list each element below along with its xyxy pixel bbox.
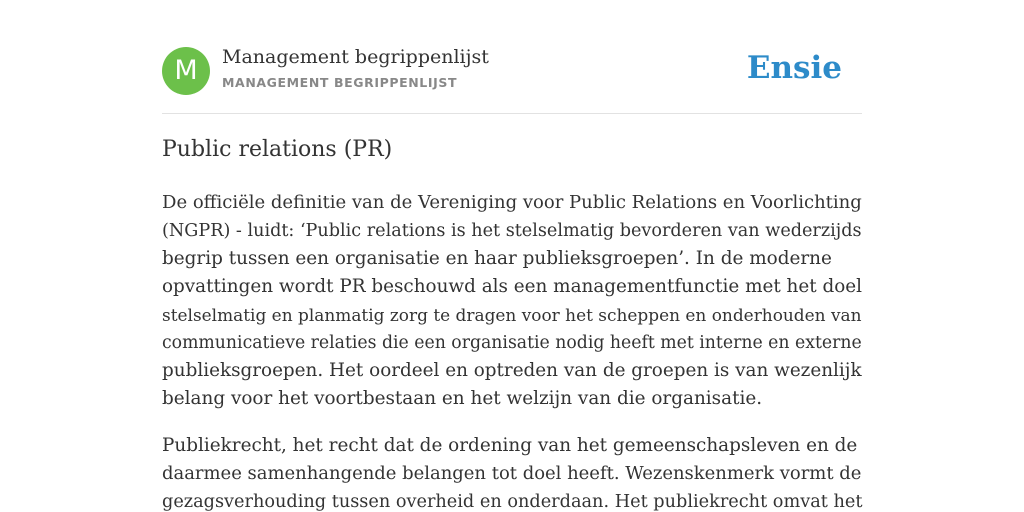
text-line: daarmee samenhangende belangen tot doel heeft. Wezenskenmerk vormt de	[162, 463, 862, 484]
paragraph	[162, 189, 862, 413]
article-title: Public relations (PR)	[162, 137, 393, 162]
text-line: publieksgroepen. Het oordeel en optreden van de groepen is van wezenlijk	[162, 360, 862, 381]
text-line: belang voor het voortbestaan en het welzijn van die organisatie.	[162, 388, 763, 409]
header	[162, 46, 862, 96]
text-line: opvattingen wordt PR beschouwd als een managementfunctie met het doel	[162, 276, 862, 297]
article-body	[162, 189, 862, 512]
site-title[interactable]: Management begrippenlijst	[222, 46, 489, 68]
text-line: De officiële definitie van de Vereniging voor Public Relations en Voorlichting	[162, 192, 862, 213]
text-line: gezagsverhouding tussen overheid en onderdaan. Het publiekrecht omvat het	[162, 492, 863, 512]
text-line: communicatieve relaties die een organisatie nodig heeft met interne en externe	[162, 333, 862, 353]
text-line: (NGPR) - luidt: ‘Public relations is het stelselmatig bevorderen van wederzijds	[162, 221, 862, 241]
ensie-logo[interactable]: Ensie	[746, 50, 842, 86]
avatar[interactable]: M	[162, 47, 210, 95]
text-line: stelselmatig en planmatig zorg te dragen voor het scheppen en onderhouden van	[162, 305, 862, 325]
header-divider	[162, 113, 862, 114]
site-subtitle: MANAGEMENT BEGRIPPENLIJST	[222, 75, 458, 90]
paragraph	[162, 432, 862, 512]
text-line: Publiekrecht, het recht dat de ordening van het gemeenschapsleven en de	[162, 435, 858, 456]
text-line: begrip tussen een organisatie en haar publieksgroepen’. In de moderne	[162, 248, 832, 269]
